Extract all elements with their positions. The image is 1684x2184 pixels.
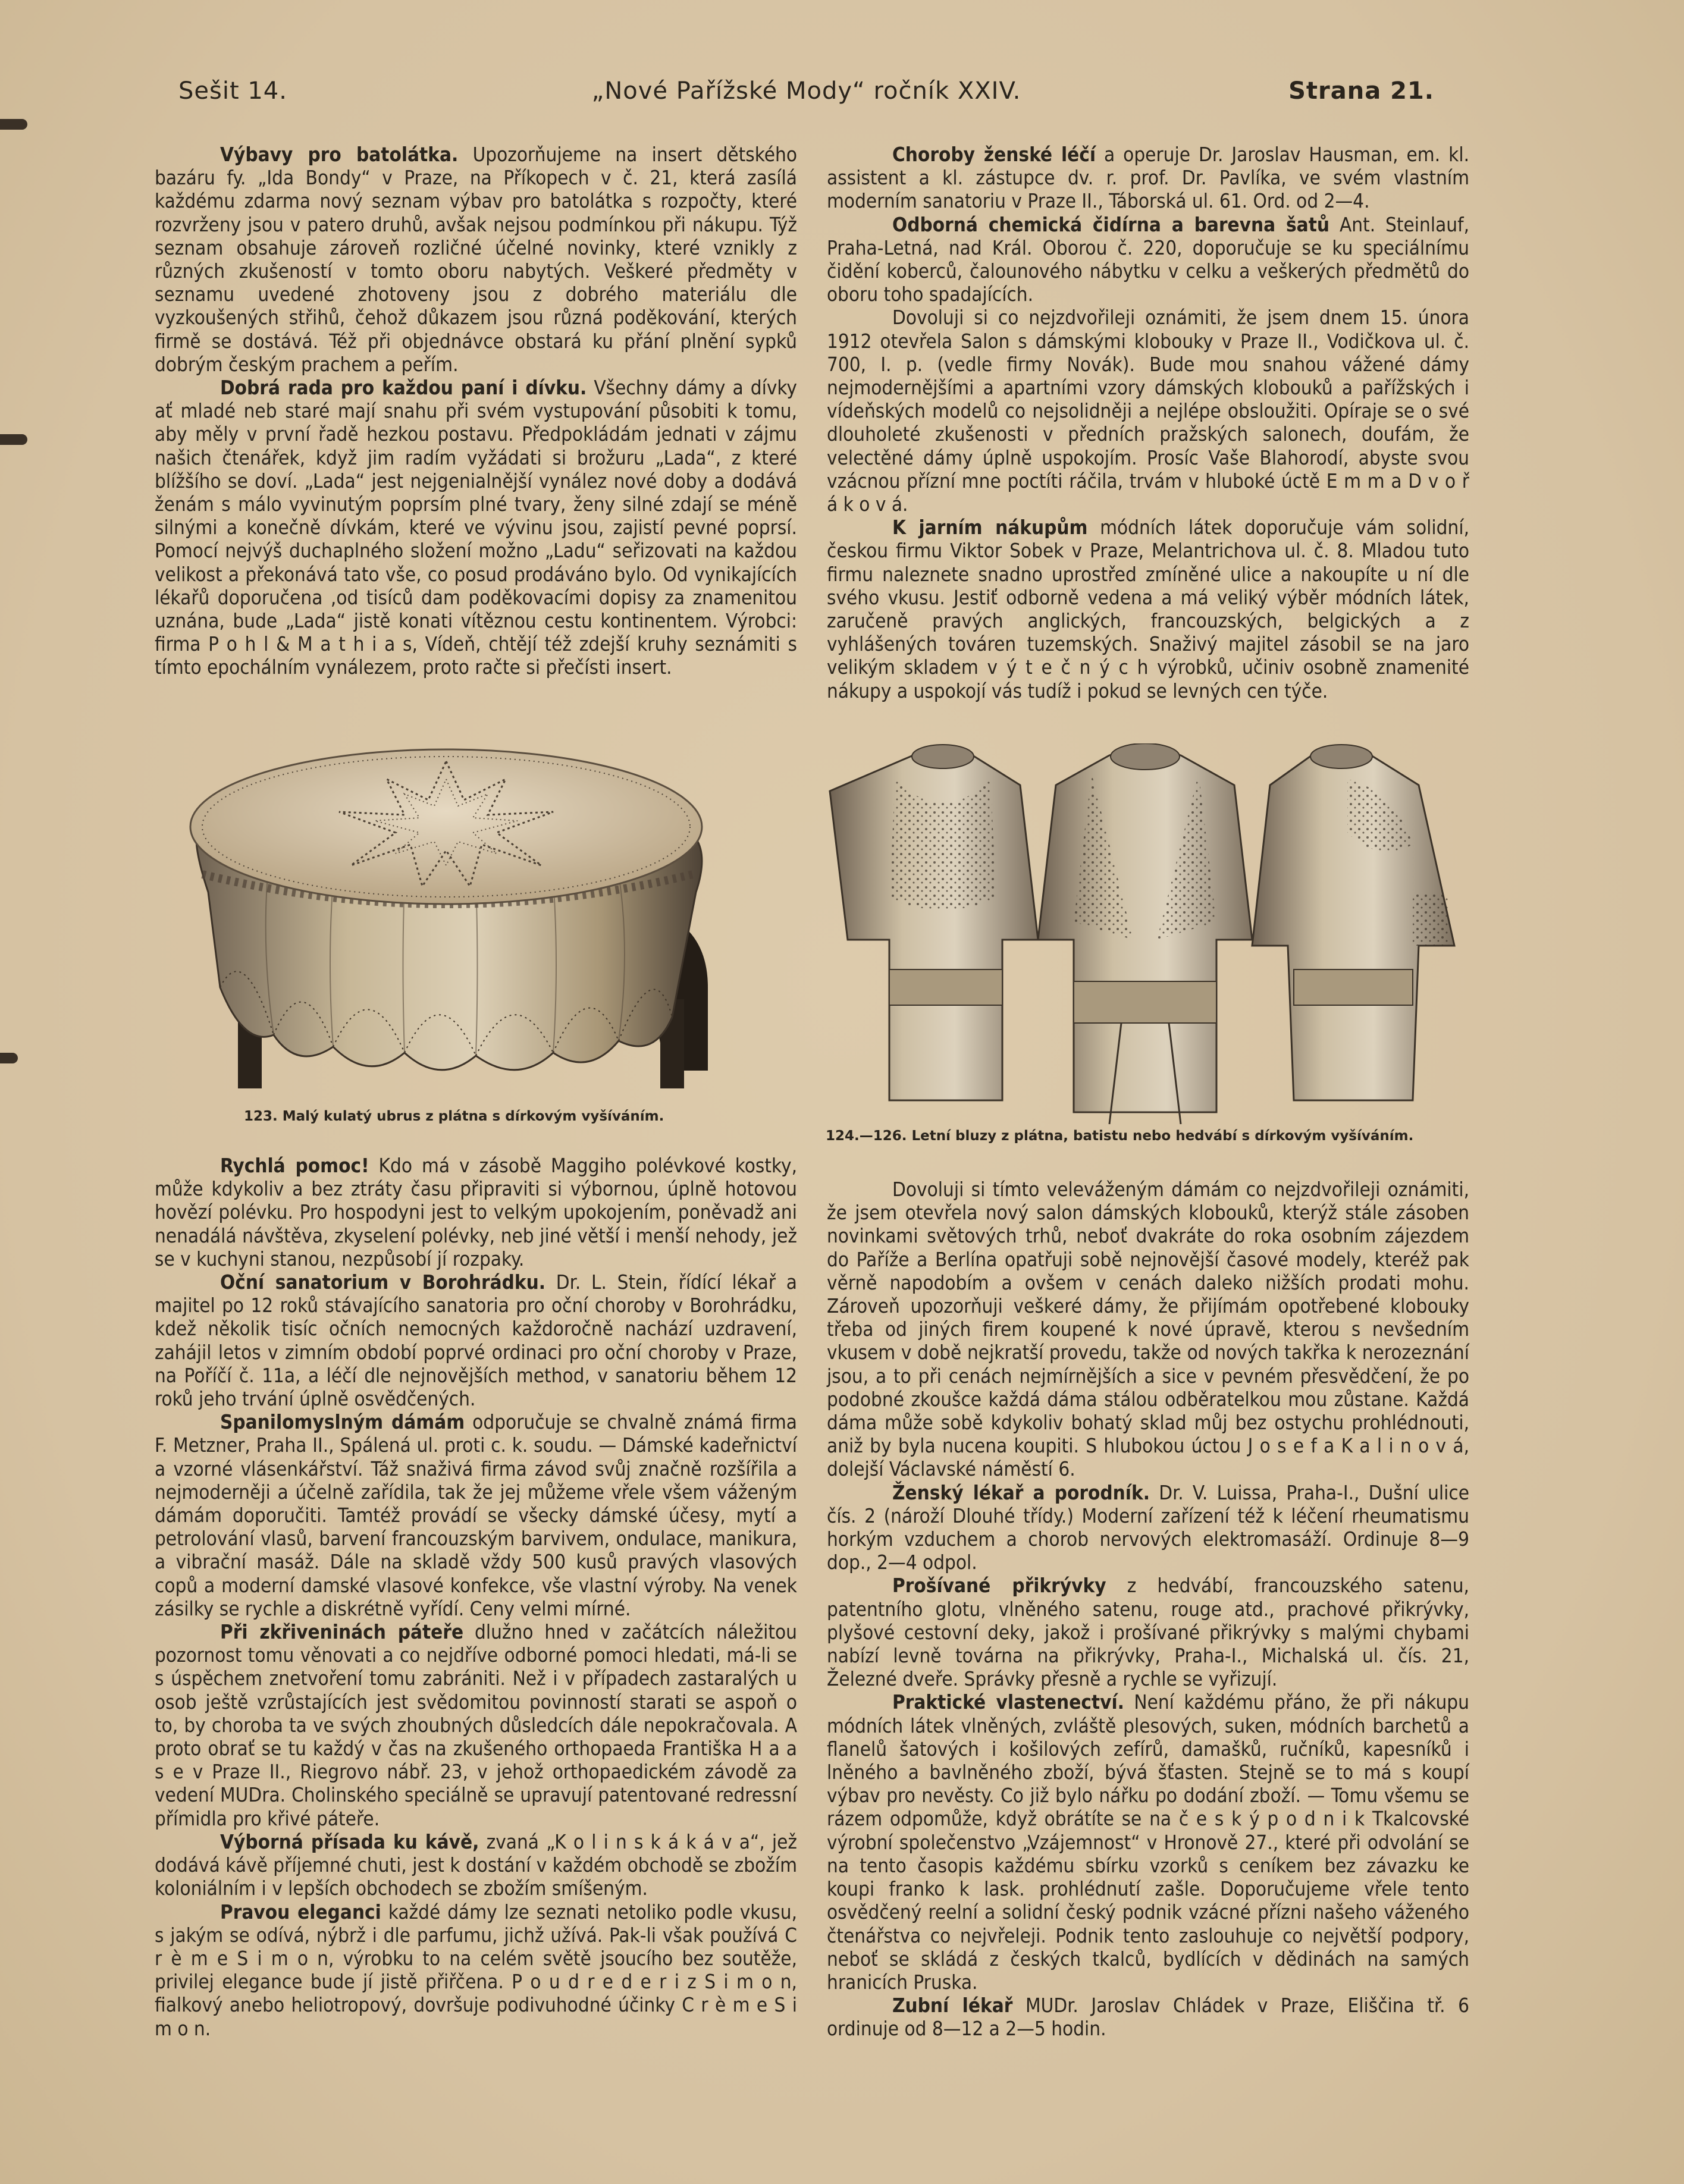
paragraph: Praktické vlastenectví. Není každému přáno, že při nákupu módních látek vlněných, zvláště plesových, suken, módních barchetů a flanelů šatových i košilových zefírů, damašků, ručníků, kapesníků i lněného a bavlněného zboží, bývá šťasten. Stejně se to má s koupí výbav pro nevěsty. Co již bylo nářku po dodání zboží. — Tomu všemu se rázem odpomůže, když obrátíte se na č e s k ý p o d n i k Tkalcovské výrobní společenstvo „Vzájemnost“ v Hronově 27., které při odvolání se na tento časopis každému sbírku vzorků s ceníkem bez závazku ke koupi franko k lask. prohlédnutí zašle. Doporučujeme vřele tento osvědčený reelní a solidní český podnik vzácné přízni našeho váženého čtenářstva co nejvřeleji. Podnik tento zaslouhuje co největší podpory, neboť se skládá z českých tkalců, bydlících v dědinách na samých hranicích Pruska.: [827, 1690, 1469, 1994]
blouses-illustration: [824, 743, 1466, 1136]
figure-caption-left: 123. Malý kulatý ubrus z plátna s dírkovým vyšíváním.: [244, 1109, 664, 1124]
column-left-bottom: [155, 1154, 797, 2040]
page-number: Strana 21.: [1288, 77, 1434, 105]
column-right-top: [827, 143, 1469, 702]
paragraph: K jarním nákupům módních látek doporučuje vám solidní, českou firmu Viktor Sobek v Praze, Melantrichova ul. č. 8. Mladou tuto firmu naleznete snadno uprostřed zmíněné ulice a nakoupíte u ní dle svého vkusu. Jestiť odborně vedena a má veliký výběr módních látek, zaručeně pravých anglických, francouzských, belgických a z vyhlášených továren tuzemských. Snaživý majitel zásobil se na jaro velikým skladem v ý t e č n ý c h výrobků, učiniv osobně znamenité nákupy a uspokojí vás tudíž i pokud se levných cen týče.: [827, 516, 1470, 702]
figure-caption-right: 124.—126. Letní bluzy z plátna, batistu nebo hedvábí s dírkovým vyšíváním.: [826, 1128, 1414, 1144]
paragraph: Výbavy pro batolátka. Upozorňujeme na insert dětského bazáru fy. „Ida Bondy“ v Praze, na Příkopech v č. 21, která zasílá každému zdarma nový seznam výbav pro batolátka s rozpočty, které rozvrženy jsou v patero druhů, avšak nejsou podmínkou při nákupu. Týž seznam obsahuje zároveň rozličné účelné novinky, které vznikly z různých zkušeností v tomto oboru nabytých. Veškeré předměty v seznamu uvedené zhotoveny jsou z dobrého materiálu dle vyzkoušených střihů, čehož důkazem jsou různá poděkování, kterých firmě se dostává. Též při objednávce obstará ku přání plnění sypků dobrým českým prachem a peřím.: [155, 143, 798, 376]
blouse-right: [1252, 745, 1454, 1100]
column-right-bottom: [827, 1178, 1469, 2041]
paragraph: Rychlá pomoc! Kdo má v zásobě Maggiho polévkové kostky, může kdykoliv a bez ztráty času připraviti si výbornou, úplně hotovou hovězí polévku. Pro hospodyni jest to velkým upokojením, poněvadž ani nenadálá návštěva, zkyselení polévky, neb jiné větší i menší nehody, jež se v kuchyni stanou, nezpůsobí jí rozpaky.: [155, 1154, 797, 1270]
paragraph: Choroby ženské léčí a operuje Dr. Jaroslav Hausman, em. kl. assistent a kl. zástupce dv. r. prof. Dr. Pavlíka, ve svém vlastním moderním sanatoriu v Praze II., Táborská ul. 61. Ord. od 2—4.: [827, 143, 1469, 213]
paragraph: Prošívané přikrývky z hedvábí, francouzského satenu, patentního glotu, vlněného satenu, rouge atd., prachové přikrývky, plyšové cestovní deky, jakož i prošívané přikrývky s malými chybami nabízí levně továrna na přikrývky, Praha-I., Michalská ul. čís. 21, Železné dveře. Správky přesně a rychle se vyřizují.: [827, 1574, 1469, 1691]
blouse-middle: [1038, 743, 1252, 1124]
paragraph: Při zkřiveninách páteře dlužno hned v začátcích náležitou pozornost tomu věnovati a co nejdříve odborné pomoci hledati, má-li se s úspěchem znetvoření tomu zabrániti. Než i v případech zastaralých u osob ještě vzrůstajících jest svědomitou povinností starati se aspoň o to, by choroba ta ve svých zhoubných důsledcích dále nepokračovala. A proto obrať se tu každý v čas na zkušeného orthopaeda Františka H a a s e v Praze II., Riegrovo nábř. 23, v jehož orthopaedickém závodě za vedení MUDra. Cholinského speciálně se upravují patentované redressní přímidla pro křivé páteře.: [155, 1620, 798, 1830]
page-edge-mark: [0, 119, 27, 130]
page-edge-mark: [0, 1053, 18, 1063]
issue-number: Sešit 14.: [178, 77, 287, 105]
page-edge-mark: [0, 434, 27, 445]
blouse-left: [830, 745, 1038, 1100]
column-left-top: [155, 143, 797, 679]
magazine-title: „Nové Pařížské Mody“ ročník XXIV.: [591, 77, 1021, 105]
paragraph: Dobrá rada pro každou paní i dívku. Všechny dámy a dívky ať mladé neb staré mají snahu při svém vystupování působiti k tomu, aby měly v první řadě hezkou postavu. Předpokládám jednati v zájmu našich čtenářek, když jim radím vyžádati si brožuru „Lada“, z které blížšího se doví. „Lada“ jest nejgenialnější vynález nové doby a dodává ženám s málo vyvinutým poprsím plné tvary, ženy silné zdají se méně silnými a konečně dívkám, které ve vývinu jsou, zajistí pevné poprsí. Pomocí nejvýš duchaplného složení možno „Ladu“ seřizovati na každou velikost a překonává tato vše, co posud prodáváno bylo. Od vynikajících lékařů doporučena ,od tisíců dam poděkovacími dopisy za znamenitou uznána, bude „Lada“ jistě konati vítěznou cestu kontinentem. Výrobci: firma P o h l & M a t h i a s, Vídeň, chtějí též zdejší kruhy seznámiti s tímto epochálním vynálezem, proto račte si přečísti insert.: [155, 376, 797, 679]
paragraph: Spanilomyslným dámám odporučuje se chvalně známá firma F. Metzner, Praha II., Spálená ul. proti c. k. soudu. — Dámské kadeřnictví a vzorné vlásenkářství. Táž snaživá firma závod svůj značně rozšířila a nejmoderněji a účelně zařídila, tak že jej můžeme vřele všem váženým dámám doporučiti. Tamtéž provádí se všecky dámské účesy, mytí a petrolování vlasů, barvení francouzským barvivem, ondulace, manikura, a vibrační masáž. Dále na skladě vždy 500 kusů pravých vlasových copů a moderní damské vlasové konfekce, vše vlastní výroby. Na venek zásilky se rychle a diskrétně vyřídí. Ceny velmi mírné.: [155, 1410, 797, 1620]
paragraph: Dovoluji si co nejzdvořileji oznámiti, že jsem dnem 15. února 1912 otevřela Salon s dámskými klobouky v Praze II., Vodičkova ul. č. 700, I. p. (vedle firmy Novák). Bude mou snahou vážené dámy nejmodernějšími a apartními vzory dámských klobouků a pařížských i vídeňských modelů co nejsolidněji a nejlépe obsloužiti. Opíraje se o své dlouholeté zkušenosti v předních pražských salonech, doufám, že velectěné dámy úplně uspokojím. Prosíc Vaše Blahorodí, abyste svou vzácnou přízní mne poctíti ráčila, trvám v hluboké úctě E m m a D v o ř á k o v á.: [827, 306, 1469, 516]
tablecloth-illustration: [173, 738, 744, 1094]
page-header: [178, 77, 1434, 113]
paragraph: Dovoluji si tímto veleváženým dámám co nejzdvořileji oznámiti, že jsem otevřela nový salon dámských klobouků, kterýž stále zásoben novinkami světových trhů, neboť dvakráte do roka osobním zájezdem do Paříže a Berlína opatřuji sobě nejnovější časové modely, kteréž pak věrně napodobím a ovšem v cenách daleko nižších prodati mohu. Zároveň upozorňuji veškeré dámy, že přijímám opotřebené klobouky třeba od jiných firem koupené k nové úpravě, kterou s nevšedním vkusem v době nejkratší provedu, takže od nových takřka k nerozeznání jsou, a to při cenách nejmírnějších a sice v pevném přesvědčení, že po podobné zkoušce každá dáma stálou odběratelkou mou zůstane. Každá dáma může sobě kdykoliv bohatý sklad můj bez ostychu prohlédnouti, aniž by byla nucena koupiti. S hlubokou úctou J o s e f a K a l i n o v á, dolejší Václavské náměstí 6.: [827, 1178, 1469, 1481]
paragraph: Zubní lékař MUDr. Jaroslav Chládek v Praze, Eliščina tř. 6 ordinuje od 8—12 a 2—5 hodin.: [827, 1994, 1469, 2041]
paragraph: Ženský lékař a porodník. Dr. V. Luissa, Praha-I., Dušní ulice čís. 2 (nároží Dlouhé třídy.) Moderní zařízení též k léčení rheumatismu horkým vzduchem a chorob nervových elektromasáží. Ordinuje 8—9 dop., 2—4 odpol.: [827, 1480, 1469, 1574]
paragraph: Oční sanatorium v Borohrádku. Dr. L. Stein, řídící lékař a majitel po 12 roků stávajícího sanatoria pro oční choroby v Borohrádku, kdež několik tisíc očních nemocných každoročně nachází uzdravení, zahájil letos v zimním období poprvé ordinaci pro oční choroby v Praze, na Poříčí č. 11a, a léčí dle nejnovějších method, v sanatoriu během 12 roků jeho trvání úplně osvědčených.: [155, 1270, 797, 1411]
paragraph: Výborná přísada ku kávě, zvaná „K o l i n s k á k á v a“, jež dodává kávě příjemné chuti, jest k dostání v každém obchodě se zbožím koloniálním i v lepších obchodech se zbožím smíšeným.: [155, 1830, 797, 1900]
paragraph: Pravou eleganci každé dámy lze seznati netoliko podle vkusu, s jakým se odívá, nýbrž i dle parfumu, jichž užívá. Pak-li však používá C r è m e S i m o n, výrobku to na celém světě jsoucího bez soutěže, privilej elegance bude jí jistě přiřčena. P o u d r e d e r i z S i m o n, fialkový anebo heliotropový, dovršuje podivuhodné účinky C r è m e S i m o n.: [155, 1900, 797, 2040]
paragraph: Odborná chemická čidírna a barevna šatů Ant. Steinlauf, Praha-Letná, nad Král. Oborou č. 220, doporučuje se ku speciálnímu čidění koberců, čalounového nábytku v celku a veškerých předmětů do oboru toho spadajících.: [827, 212, 1469, 306]
